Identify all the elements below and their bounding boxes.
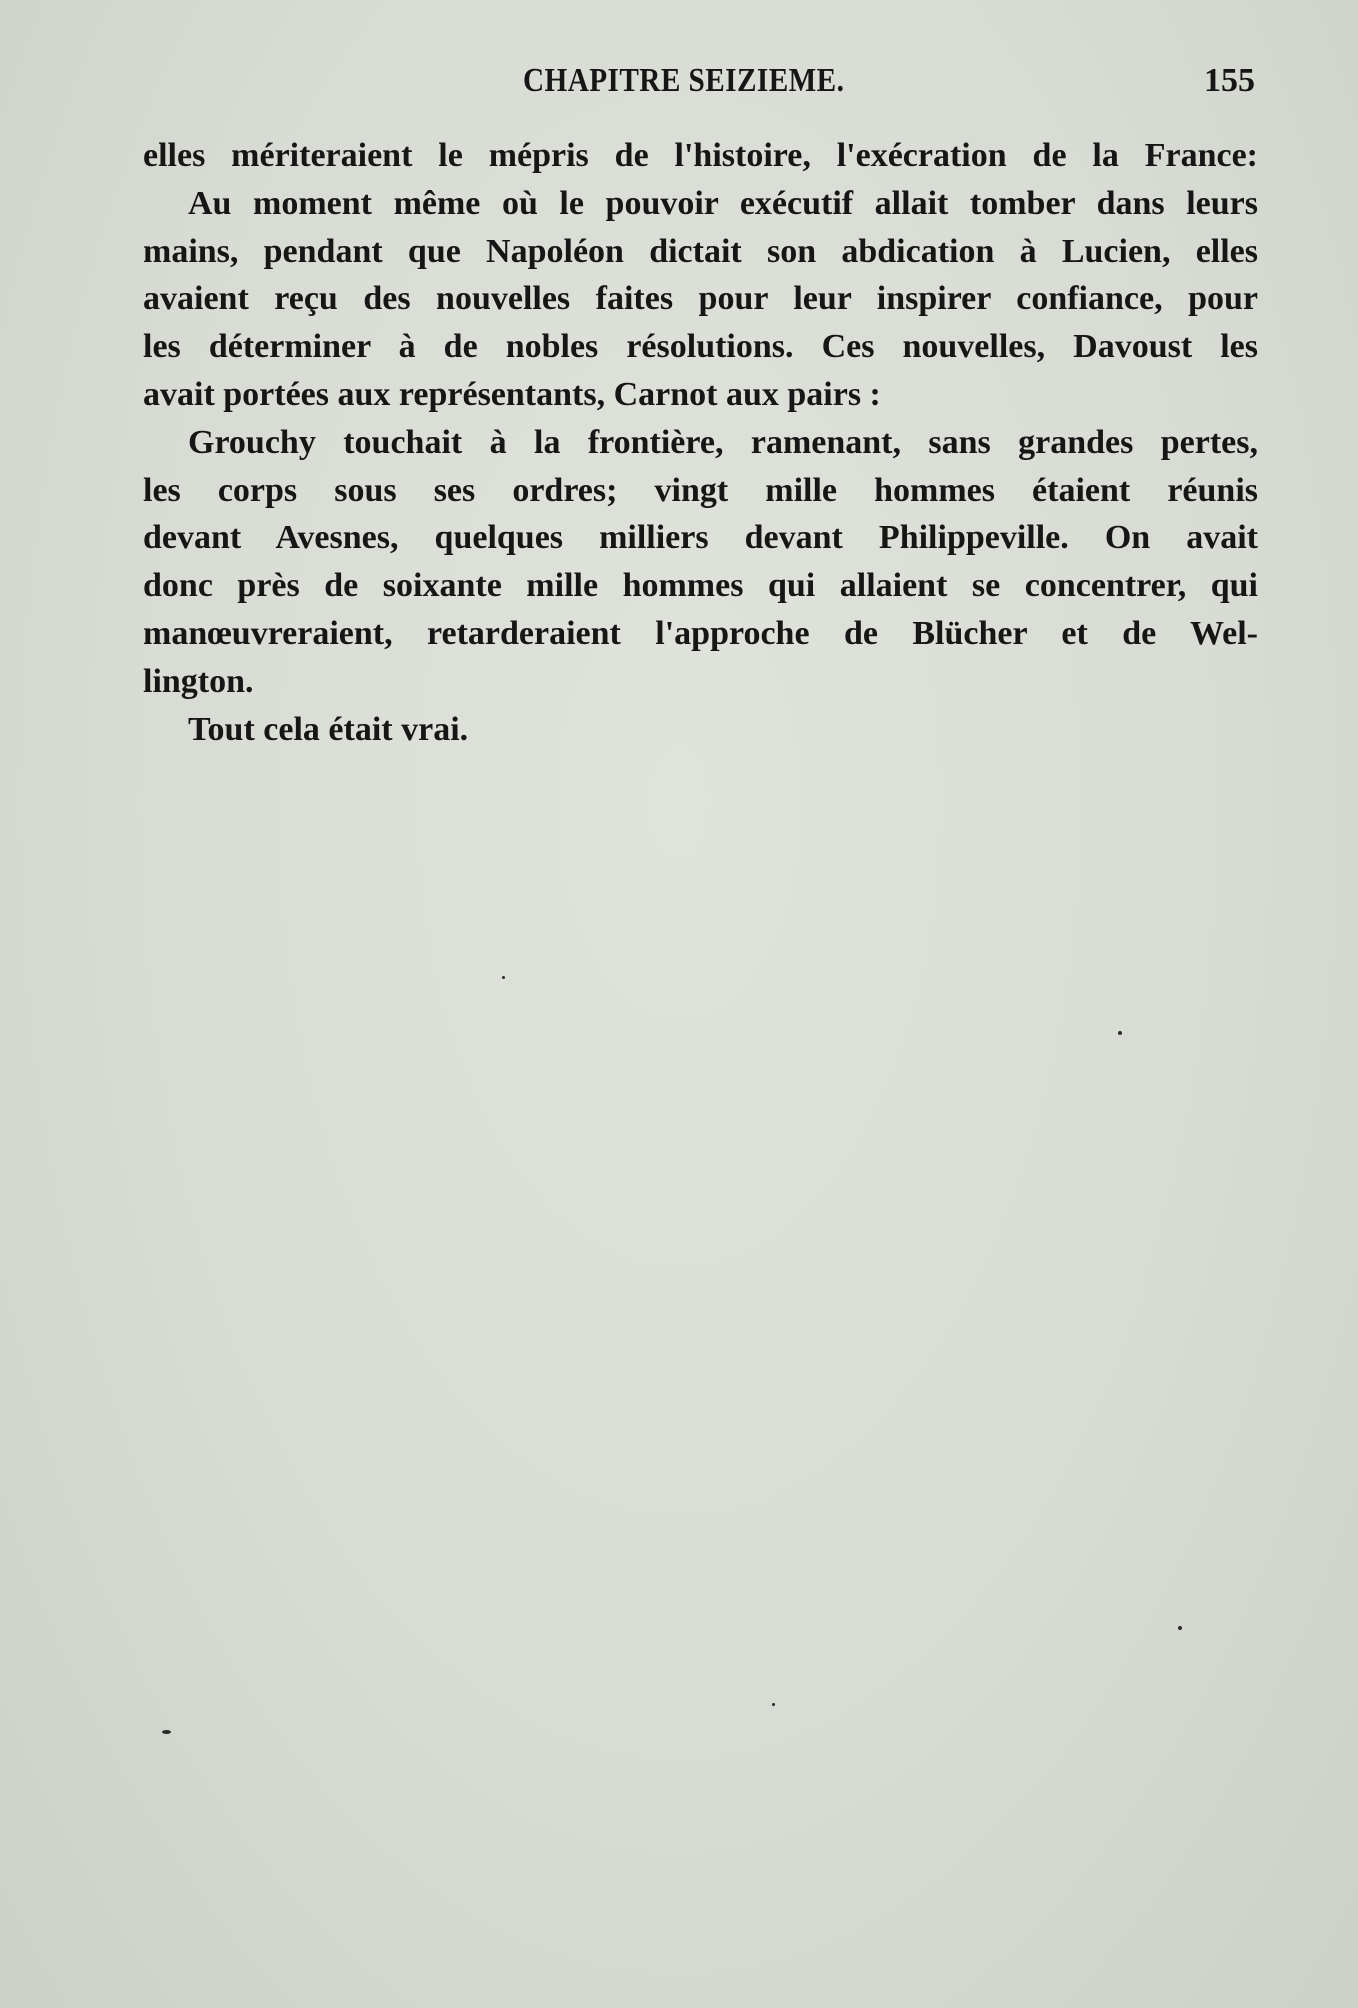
paper-speck <box>1178 1626 1182 1630</box>
paper-speck <box>772 1703 775 1706</box>
text-line: avait portées aux représentants, Carnot aux pairs : <box>143 375 881 413</box>
text-line: Au moment même où le pouvoir exécutif allait tomber dans leurs <box>188 184 1258 222</box>
text-line: devant Avesnes, quelques milliers devant Philippeville. On avait <box>143 519 1258 557</box>
text-line: avaient reçu des nouvelles faites pour leur inspirer confiance, pour <box>143 280 1258 318</box>
body-text <box>143 132 1258 753</box>
text-line: les déterminer à de nobles résolutions. Ces nouvelles, Davoust les <box>143 328 1258 366</box>
page-header <box>0 62 1358 106</box>
paper-speck <box>162 1730 171 1734</box>
text-line: Grouchy touchait à la frontière, ramenant, sans grandes pertes, <box>188 423 1258 461</box>
text-line: mains, pendant que Napoléon dictait son abdication à Lucien, elles <box>143 232 1258 270</box>
text-line: Tout cela était vrai. <box>188 710 469 748</box>
text-line: lington. <box>143 662 254 700</box>
paper-speck <box>502 976 505 979</box>
text-line: donc près de soixante mille hommes qui allaient se concentrer, qui <box>143 567 1258 605</box>
text-line: les corps sous ses ordres; vingt mille hommes étaient réunis <box>143 471 1258 509</box>
text-line: elles mériteraient le mépris de l'histoire, l'exécration de la France: <box>143 137 1258 174</box>
page-number: 155 <box>1204 62 1255 99</box>
text-line: manœuvreraient, retarderaient l'approche de Blücher et de Wel- <box>143 614 1258 652</box>
running-head: CHAPITRE SEIZIEME. <box>523 62 845 99</box>
paper-speck <box>1118 1031 1122 1035</box>
